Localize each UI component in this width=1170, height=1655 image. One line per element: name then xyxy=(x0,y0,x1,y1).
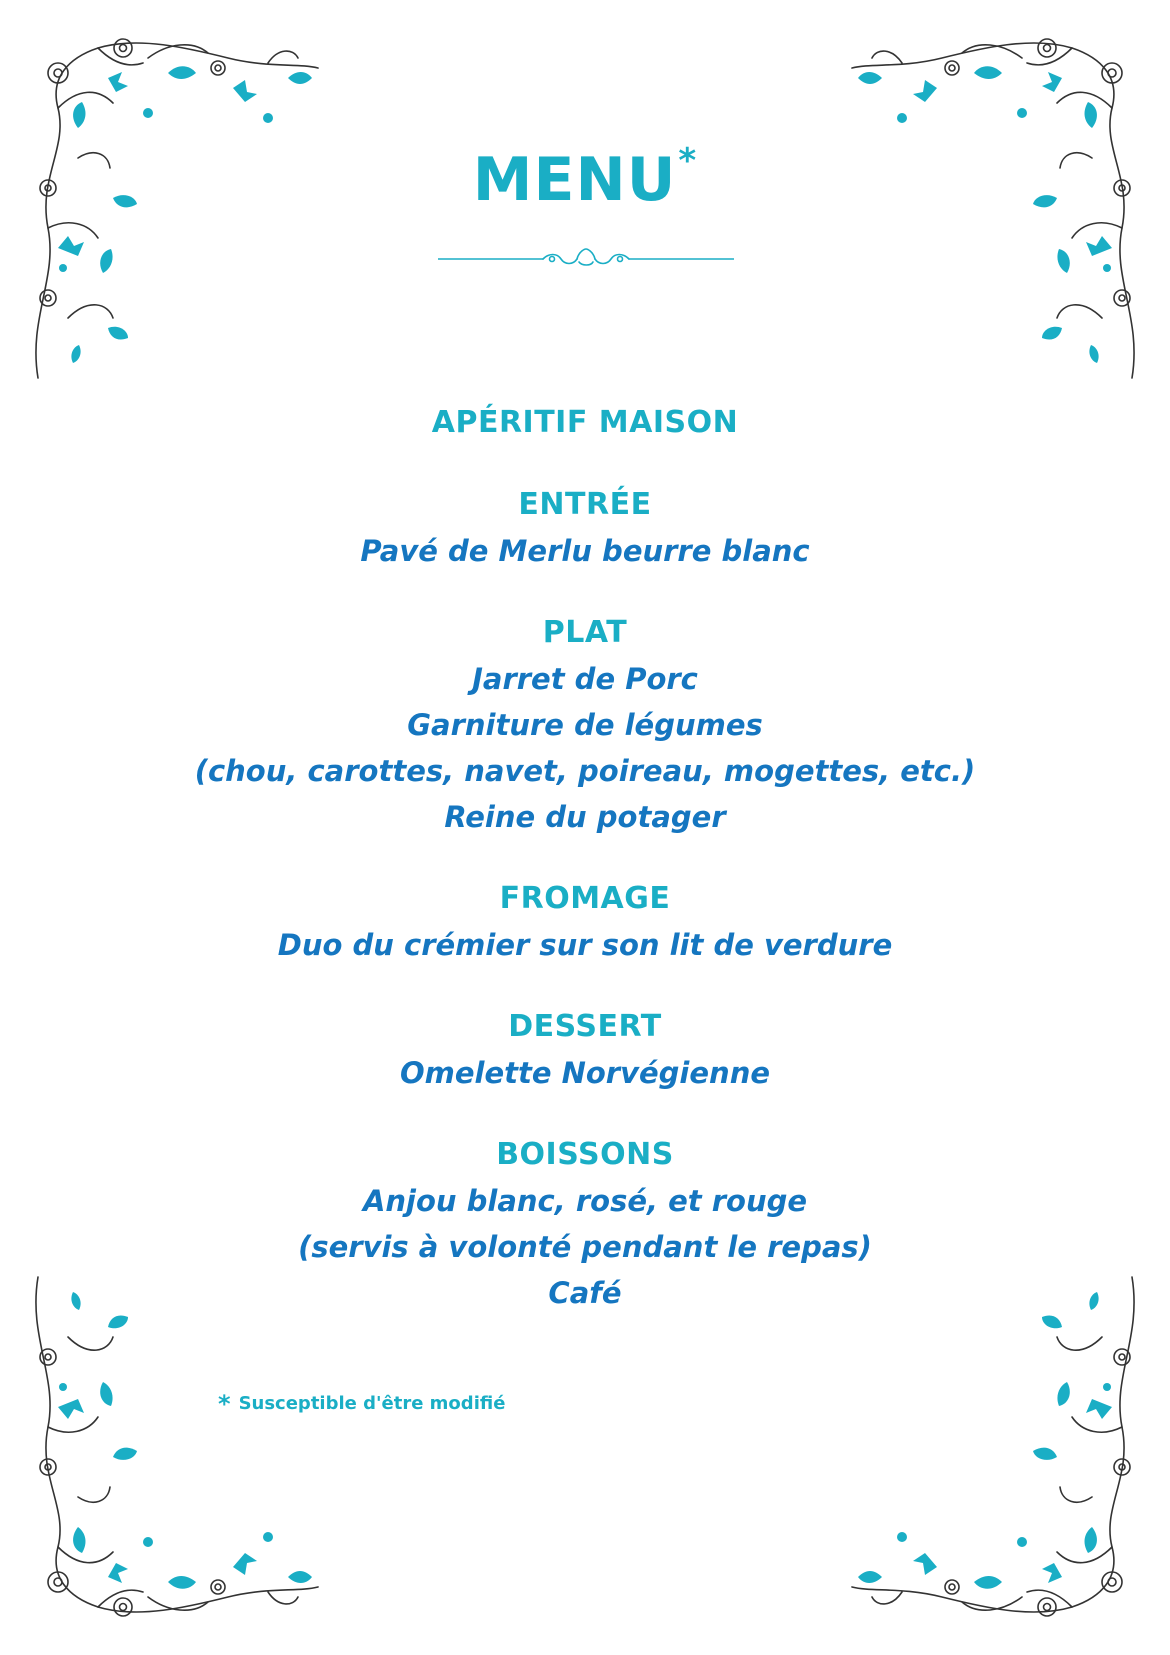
menu-item: (servis à volonté pendant le repas) xyxy=(298,1230,872,1264)
menu-section-fromage xyxy=(0,876,1170,968)
footnote-text: Susceptible d'être modifié xyxy=(238,1393,506,1414)
section-heading: FROMAGE xyxy=(499,881,671,916)
menu-list xyxy=(0,400,1170,1352)
menu-item: Duo du crémier sur son lit de verdure xyxy=(277,928,893,962)
flourish-divider-icon xyxy=(438,246,734,272)
menu-section-plat xyxy=(0,610,1170,840)
menu-item: Reine du potager xyxy=(444,800,726,834)
section-heading: DESSERT xyxy=(508,1009,662,1044)
menu-item: (chou, carottes, navet, poireau, mogettes, etc.) xyxy=(194,754,976,788)
title-asterisk: * xyxy=(678,141,698,181)
menu-item: Garniture de légumes xyxy=(407,708,763,742)
section-heading: ENTRÉE xyxy=(518,487,652,522)
menu-section-aperitif xyxy=(0,400,1170,446)
menu-item: Jarret de Porc xyxy=(472,662,698,696)
section-heading: APÉRITIF MAISON xyxy=(431,405,739,440)
section-heading: PLAT xyxy=(542,615,628,650)
menu-section-boissons xyxy=(0,1132,1170,1316)
menu-section-entree xyxy=(0,482,1170,574)
footnote xyxy=(218,1390,505,1418)
menu-item: Pavé de Merlu beurre blanc xyxy=(360,534,810,568)
footnote-asterisk: * xyxy=(218,1390,231,1418)
page-title xyxy=(0,141,1170,215)
menu-item: Café xyxy=(548,1276,622,1310)
menu-section-dessert xyxy=(0,1004,1170,1096)
menu-item: Anjou blanc, rosé, et rouge xyxy=(362,1184,808,1218)
section-heading: BOISSONS xyxy=(496,1137,674,1172)
title-text: MENU xyxy=(472,145,677,215)
menu-item: Omelette Norvégienne xyxy=(399,1056,771,1090)
